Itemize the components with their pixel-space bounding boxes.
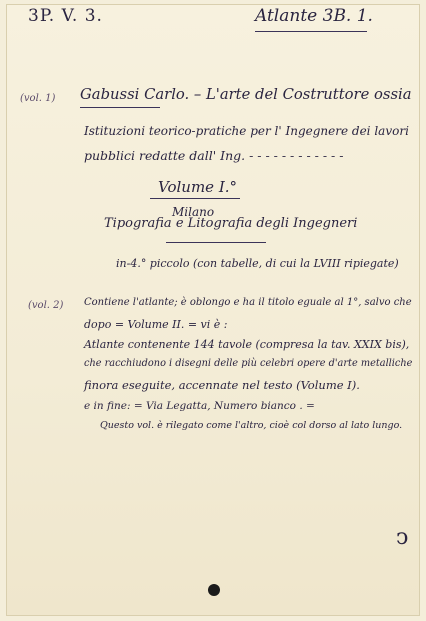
atlas-reference-underline (255, 31, 367, 32)
shelfmark: 3P. V. 3. (28, 6, 103, 26)
volume-number: Volume I.° (158, 178, 238, 196)
title-line-3: pubblici redatte dall' Ing. - - - - - - - - - - - - (84, 148, 344, 163)
publisher: Tipografia e Litografia degli Ingegneri (104, 216, 358, 231)
volume-2-line-2: dopo = Volume II. = vi è : (84, 318, 228, 331)
author-underline (80, 107, 160, 108)
corner-mark: ↄ (396, 525, 409, 550)
atlas-reference: Atlante 3B. 1. (255, 6, 373, 26)
author-title-line: Gabussi Carlo. – L'arte del Costruttore ossia (80, 86, 412, 103)
volume-2-line-3: Atlante contenente 144 tavole (compresa la tav. XXIX bis), (84, 338, 410, 351)
volume-2-note: Questo vol. è rilegato come l'altro, cioè col dorso al lato lungo. (100, 420, 403, 431)
volume-2-line-1: Contiene l'atlante; è oblongo e ha il titolo eguale al 1°, salvo che (84, 297, 412, 308)
volume-1-label: (vol. 1) (20, 93, 56, 104)
title-line-2: Istituzioni teorico-pratiche per l' Ingegnere dei lavori (84, 124, 409, 138)
volume-2-line-6: e in fine: = Via Legatta, Numero bianco . = (84, 400, 315, 412)
volume-underline (150, 198, 240, 199)
volume-2-line-4: che racchiudono i disegni delle più celebri opere d'arte metalliche (84, 358, 413, 369)
punch-hole (208, 584, 220, 596)
book-format: in-4.° piccolo (con tabelle, di cui la LVIII ripiegate) (116, 257, 399, 270)
publication-city: Milano (172, 205, 215, 219)
publisher-underline (166, 242, 266, 243)
volume-2-label: (vol. 2) (28, 300, 64, 311)
volume-2-line-5: finora eseguite, accennate nel testo (Volume I). (84, 378, 360, 392)
